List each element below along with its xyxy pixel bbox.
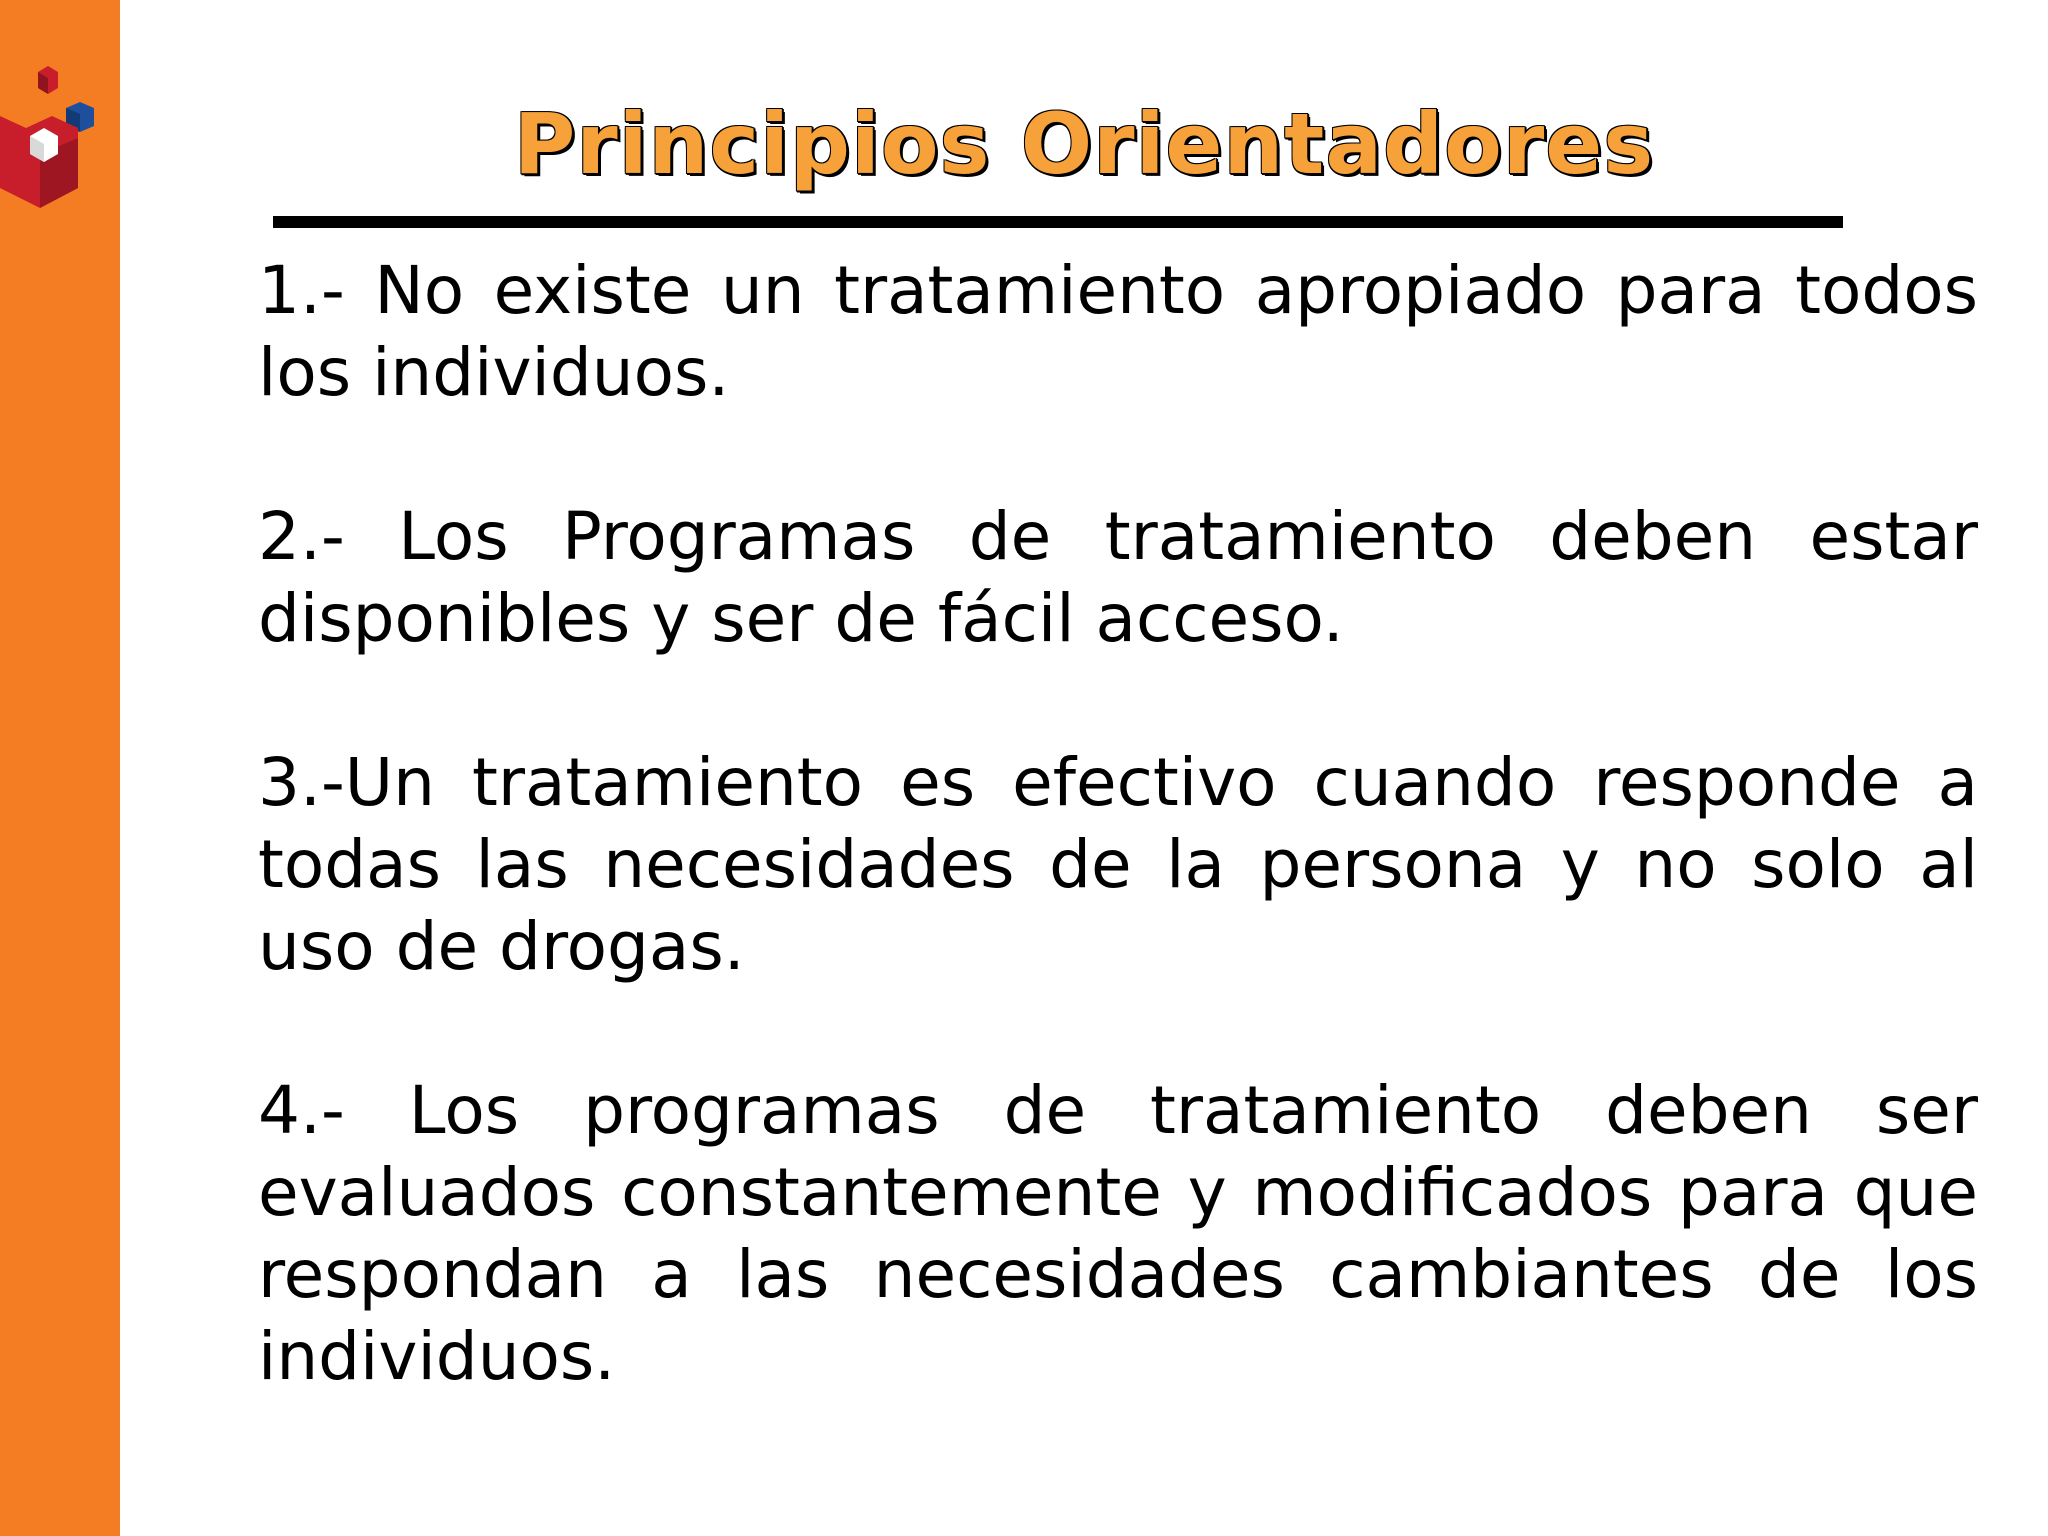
principle-item-1: 1.- No existe un tratamiento apropiado para todos los individuos. [258,252,1978,411]
principle-item-4: 4.- Los programas de tratamiento deben ser evaluados constantemente y modificados para que respondan a las necesidades cambiantes de los individuos. [258,1072,1978,1395]
principle-item-2: 2.- Los Programas de tratamiento deben estar disponibles y ser de fácil acceso. [258,498,1978,657]
principles-list [258,250,1978,1480]
title-underline [273,216,1843,228]
principle-item-3: 3.-Un tratamiento es efectivo cuando responde a todas las necesidades de la persona y no solo al uso de drogas. [258,744,1978,985]
slide-title: Principios Orientadores [513,95,1655,193]
orange-sidebar [0,0,120,1536]
